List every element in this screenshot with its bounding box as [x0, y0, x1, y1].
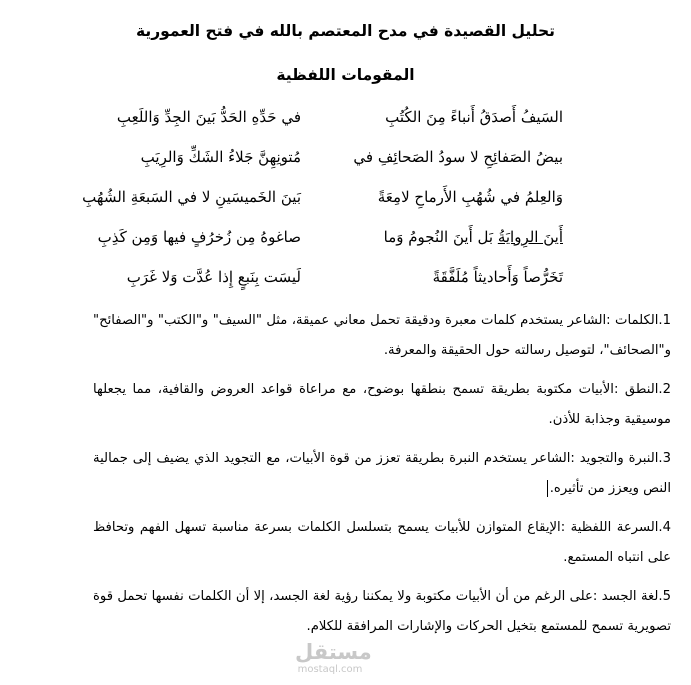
text-cursor: [547, 480, 548, 497]
verse-second-hemistich: مُتونِهِنَّ جَلاءُ الشَكِّ وَالرِيَبِ: [140, 148, 301, 166]
verse-second-hemistich: صاغوهُ مِن زُخرُفٍ فيها وَمِن كَذِبِ: [97, 228, 301, 246]
underlined-phrase: أَينَ الرِوايَةُ: [497, 228, 563, 246]
analysis-paragraph: 2.النطق :الأبيات مكتوبة بطريقة تسمح بنطقها بوضوح، مع مراعاة قواعد العروض والقافية، مما يجعلها موسيقية وجذابة للأذن.: [93, 382, 671, 427]
verse-line: [0, 148, 691, 188]
verse-first-hemistich: [384, 228, 563, 246]
analysis-paragraph: 4.السرعة اللفظية :الإيقاع المتوازن للأبيات يسمح بتسلسل الكلمات بسرعة مناسبة تسهل الفهم وتحافظ على انتباه المستمع.: [93, 520, 671, 565]
analysis-paragraph: 5.لغة الجسد :على الرغم من أن الأبيات مكتوبة ولا يمكننا رؤية لغة الجسد، إلا أن الكلمات نفسها تحمل قوة تصويرية تسمح للمستمع بتخيل الحركات والإشارات المرافقة للكلام.: [93, 589, 671, 634]
verse-first-hemistich: السَيفُ أَصدَقُ أَنباءً مِنَ الكُتُبِ: [385, 108, 563, 126]
verse-line: [0, 188, 691, 228]
analysis-body: [93, 306, 671, 651]
verse-line: [0, 268, 691, 308]
verse-line: [0, 228, 691, 268]
analysis-paragraph: 1.الكلمات :الشاعر يستخدم كلمات معبرة ودقيقة تحمل معاني عميقة، مثل "السيف" و"الكتب" و"الصفائح" و"الصحائف"، لتوصيل رسالته حول الحقيقة والمعرفة.: [93, 313, 671, 358]
watermark-logo-text: مستقل: [295, 640, 372, 664]
section-heading: المقومات اللفظية: [276, 66, 415, 84]
verse-second-hemistich: لَيسَت بِنَبعٍ إِذا عُدَّت وَلا غَرَبِ: [126, 268, 301, 286]
document-title: تحليل القصيدة في مدح المعتصم بالله في فتح العمورية: [135, 22, 556, 40]
verse-first-hemistich: تَخَرُّصاً وَأَحاديثاً مُلَفَّقَةً: [432, 268, 563, 286]
mostaql-watermark: [295, 640, 372, 676]
poem-verses: [0, 108, 691, 308]
watermark-url: mostaql.com: [297, 664, 363, 675]
verse-first-hemistich: وَالعِلمُ في شُهُبِ الأَرماحِ لامِعَةً: [377, 188, 563, 206]
verse-first-hemistich: بيضُ الصَفائِحِ لا سودُ الصَحائِفِ في: [353, 148, 563, 166]
verse-second-hemistich: بَينَ الخَميسَينِ لا في السَبعَةِ الشُهُبِ: [82, 188, 301, 206]
paragraph-text: 3.النبرة والتجويد :الشاعر يستخدم النبرة بطريقة تعزز من قوة الأبيات، مع التجويد الذي يضيف إلى جمالية النص ويعزز من تأثيره.: [93, 451, 671, 496]
verse-line: [0, 108, 691, 148]
analysis-paragraph: [93, 444, 671, 504]
verse-second-hemistich: في حَدِّهِ الحَدُّ بَينَ الجِدِّ وَاللَعِبِ: [116, 108, 301, 126]
verse-text: بَل أَينَ النُجومُ وَما: [383, 228, 498, 246]
